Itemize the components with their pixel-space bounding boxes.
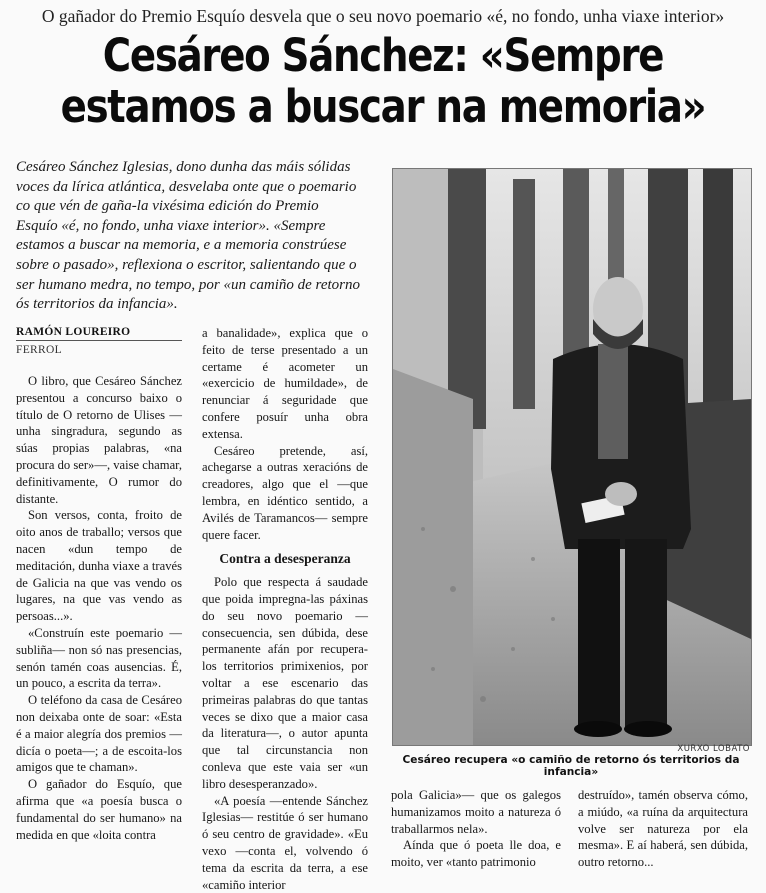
body-paragraph: pola Galicia»— que os galegos humanizamos moito a natureza ó traballarmos nela». (391, 788, 561, 836)
author-photo (392, 168, 752, 746)
author-name: RAMÓN LOUREIRO (16, 326, 182, 341)
body-paragraph: «Construín este poemario —subliña— non só nas presencias, senón tamén coas ausencias. É, un pouco, a escrita da terra». (16, 625, 182, 691)
body-paragraph: Son versos, conta, froito de oito anos de traballo; versos que nacen «dun tempo de meditación, dunha viaxe a través de Galicia na que vas vendo os lugares, na que vas vendo as persoas...». (16, 508, 182, 624)
body-column-2 (202, 325, 368, 893)
body-paragraph: Cesáreo pretende, así, achegarse a outras xeracións de creadores, algo que el —que lembra, en idéntico sentido, a Avilés de Taramancos— sempre quere facer. (202, 443, 368, 542)
body-paragraph: Aínda que ó poeta lle doa, e moito, ver «tanto patrimonio (391, 838, 561, 870)
photo-credit: XURXO LOBATO (677, 744, 750, 754)
headline-line-2: estamos a buscar na memoria» (60, 80, 706, 133)
body-paragraph: destruído», tamén observa cómo, a miúdo, «a ruína da arquitectura volve ser natureza por ela mesma». E aí haberá, sen dúbida, outro retorno... (578, 788, 748, 870)
lead-text: Cesáreo Sánchez Iglesias, dono dunha das máis sólidas voces da lírica atlántica, desvelaba onte que o poemario co que vén de gaña-la vixésima edición do Premio Esquío «é, no fondo, unha viaxe interior». «Sempre estamos a buscar na memoria, e a memoria constrúese sobre o pasado», reflexiona o escritor, salientando que o ser humano medra, no tempo, por «un camiño de retorno ós territorios da infancia». (16, 159, 360, 313)
body-paragraph: a banalidade», explica que o feito de terse presentado a un certame é acometer un «exercicio de humildade», de renunciar á seguridade que confere posuír unha obra extensa. (202, 326, 368, 441)
body-paragraph: O libro, que Cesáreo Sánchez presentou a concurso baixo o título de O retorno de Ulises —unha singradura, segundo as súas propias palabras, «na procura do ser»—, vaise chamar, definitivamente, O rumor do distante. (16, 374, 182, 506)
headline-line-1: Cesáreo Sánchez: «Sempre (102, 29, 664, 82)
byline (16, 326, 182, 356)
body-paragraph: «A poesía —entende Sánchez Iglesias— restitúe ó ser humano ó seu centro de gravidade». «Eu vexo —conta el, volvendo ó tema da escrita da terra, a ese «camiño interior (202, 793, 368, 892)
body-column-4 (578, 787, 748, 871)
headline (54, 30, 713, 132)
body-paragraph: Polo que respecta á saudade que poida impregna-las páxinas do seu novo poemario —consecuencia, sen dúbida, dese permanente afán por recupera-los territorios primixenios, por voltar a ese escenario das primeiras palabras do que tantas veces se dixo que a maior casa da literatura—, o autor apunta que tal circunstancia non conleva que este vaia ser «un libro desesperanzado». (202, 575, 368, 791)
dateline-place: FERROL (16, 344, 62, 356)
body-paragraph: O teléfono da casa de Cesáreo non deixaba onte de soar: «Esta é a maior alegría dos premios —dicía o poeta—; a de escoita-los amigos que te chaman». (16, 693, 182, 775)
body-paragraph: O gañador do Esquío, que afirma que «a poesía busca o fundamental do ser humano» na medida en que «loita contra (16, 777, 182, 842)
body-column-1 (16, 373, 182, 843)
lead-paragraph (16, 158, 364, 315)
kicker: O gañador do Premio Esquío desvela que o seu novo poemario «é, no fondo, unha viaxe interior» (41, 6, 725, 26)
body-column-3 (391, 787, 561, 871)
section-subhead: Contra a desesperanza (219, 551, 351, 567)
photo-illustration (393, 169, 751, 745)
photo-caption: Cesáreo recupera «o camiño de retorno ós territorios da infancia» (402, 754, 740, 778)
